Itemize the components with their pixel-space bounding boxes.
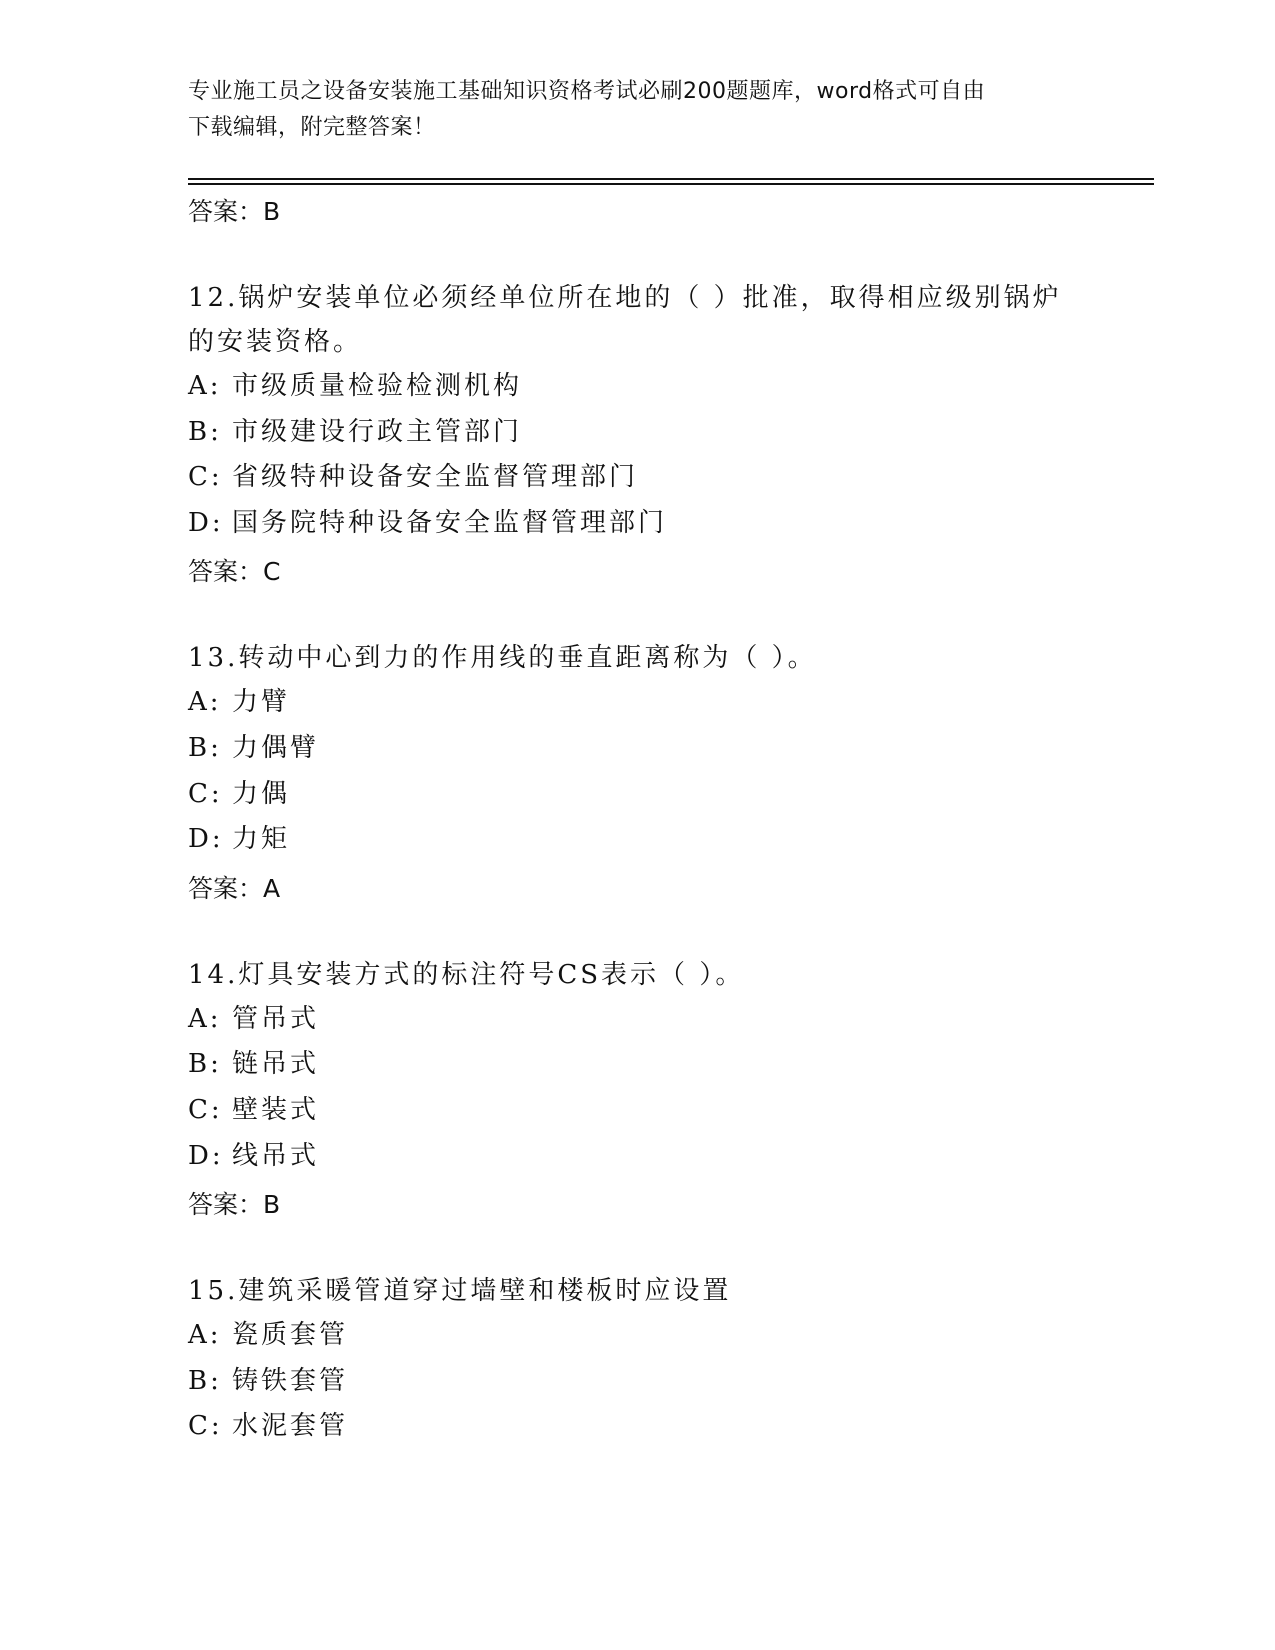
question-list bbox=[188, 186, 1088, 1450]
question-text: 15.建筑采暖管道穿过墙壁和楼板时应设置 bbox=[188, 1276, 732, 1307]
option-letter: B: bbox=[188, 1365, 222, 1396]
option-a bbox=[188, 997, 1088, 1043]
question-block bbox=[188, 276, 1088, 598]
option-text: 国务院特种设备安全监督管理部门 bbox=[232, 507, 668, 538]
option-d bbox=[188, 817, 1088, 863]
option-text: 力矩 bbox=[232, 824, 291, 855]
question-block bbox=[188, 636, 1088, 914]
spacer bbox=[188, 1231, 1088, 1269]
option-letter: A: bbox=[188, 371, 222, 401]
option-b bbox=[188, 410, 1088, 456]
option-letter: D: bbox=[188, 507, 224, 538]
option-letter: C: bbox=[188, 1094, 223, 1125]
option-d bbox=[188, 1134, 1088, 1180]
option-c bbox=[188, 1088, 1088, 1134]
option-text: 力偶臂 bbox=[232, 732, 320, 763]
option-letter: A: bbox=[188, 1320, 222, 1351]
option-text: 链吊式 bbox=[232, 1049, 320, 1080]
option-text: 瓷质套管 bbox=[232, 1320, 349, 1351]
option-a bbox=[188, 364, 1088, 410]
option-letter: A: bbox=[188, 1003, 222, 1034]
option-text: 水泥套管 bbox=[232, 1411, 349, 1442]
spacer bbox=[188, 915, 1088, 953]
option-d bbox=[188, 501, 1088, 547]
answer-line: 答案：C bbox=[188, 557, 281, 587]
header-line-2: 下载编辑，附完整答案！ bbox=[188, 115, 436, 140]
option-text: 铸铁套管 bbox=[232, 1365, 349, 1396]
option-letter: C: bbox=[188, 1411, 223, 1442]
spacer bbox=[188, 238, 1088, 276]
question-block bbox=[188, 953, 1088, 1231]
answer-line: 答案：B bbox=[188, 1190, 281, 1220]
option-text: 市级质量检验检测机构 bbox=[232, 371, 523, 401]
option-c bbox=[188, 772, 1088, 818]
option-letter: B: bbox=[188, 416, 222, 447]
option-text: 力臂 bbox=[232, 687, 291, 718]
document-header bbox=[188, 74, 1068, 146]
spacer bbox=[188, 598, 1088, 636]
header-divider-bottom bbox=[188, 183, 1154, 185]
option-text: 线吊式 bbox=[232, 1140, 320, 1171]
option-b bbox=[188, 1042, 1088, 1088]
option-text: 省级特种设备安全监督管理部门 bbox=[232, 462, 639, 493]
option-letter: C: bbox=[188, 778, 223, 809]
option-letter: C: bbox=[188, 462, 223, 493]
answer-line: 答案：B bbox=[188, 197, 281, 226]
question-text: 14.灯具安装方式的标注符号CS表示（ ）。 bbox=[188, 959, 745, 990]
header-divider-top bbox=[188, 178, 1154, 180]
option-text: 管吊式 bbox=[232, 1003, 320, 1034]
question-block bbox=[188, 1269, 1088, 1450]
option-text: 力偶 bbox=[232, 778, 291, 809]
question-text: 13.转动中心到力的作用线的垂直距离称为（ ）。 bbox=[188, 643, 817, 674]
answer-line: 答案：A bbox=[188, 873, 281, 903]
option-c bbox=[188, 1404, 1088, 1450]
option-letter: B: bbox=[188, 732, 222, 763]
option-text: 壁装式 bbox=[232, 1094, 320, 1125]
question-text: 12.锅炉安装单位必须经单位所在地的（ ）批准，取得相应级别锅炉的安装资格。 bbox=[188, 283, 1062, 357]
option-text: 市级建设行政主管部门 bbox=[232, 416, 523, 447]
option-b bbox=[188, 726, 1088, 772]
option-c bbox=[188, 455, 1088, 501]
header-line-1: 专业施工员之设备安装施工基础知识资格考试必刷200题题库，word格式可自由 bbox=[188, 79, 986, 104]
option-letter: A: bbox=[188, 687, 222, 718]
option-letter: D: bbox=[188, 1140, 224, 1171]
option-a bbox=[188, 1313, 1088, 1359]
option-letter: B: bbox=[188, 1049, 222, 1080]
option-b bbox=[188, 1359, 1088, 1405]
option-letter: D: bbox=[188, 824, 224, 855]
option-a bbox=[188, 680, 1088, 726]
